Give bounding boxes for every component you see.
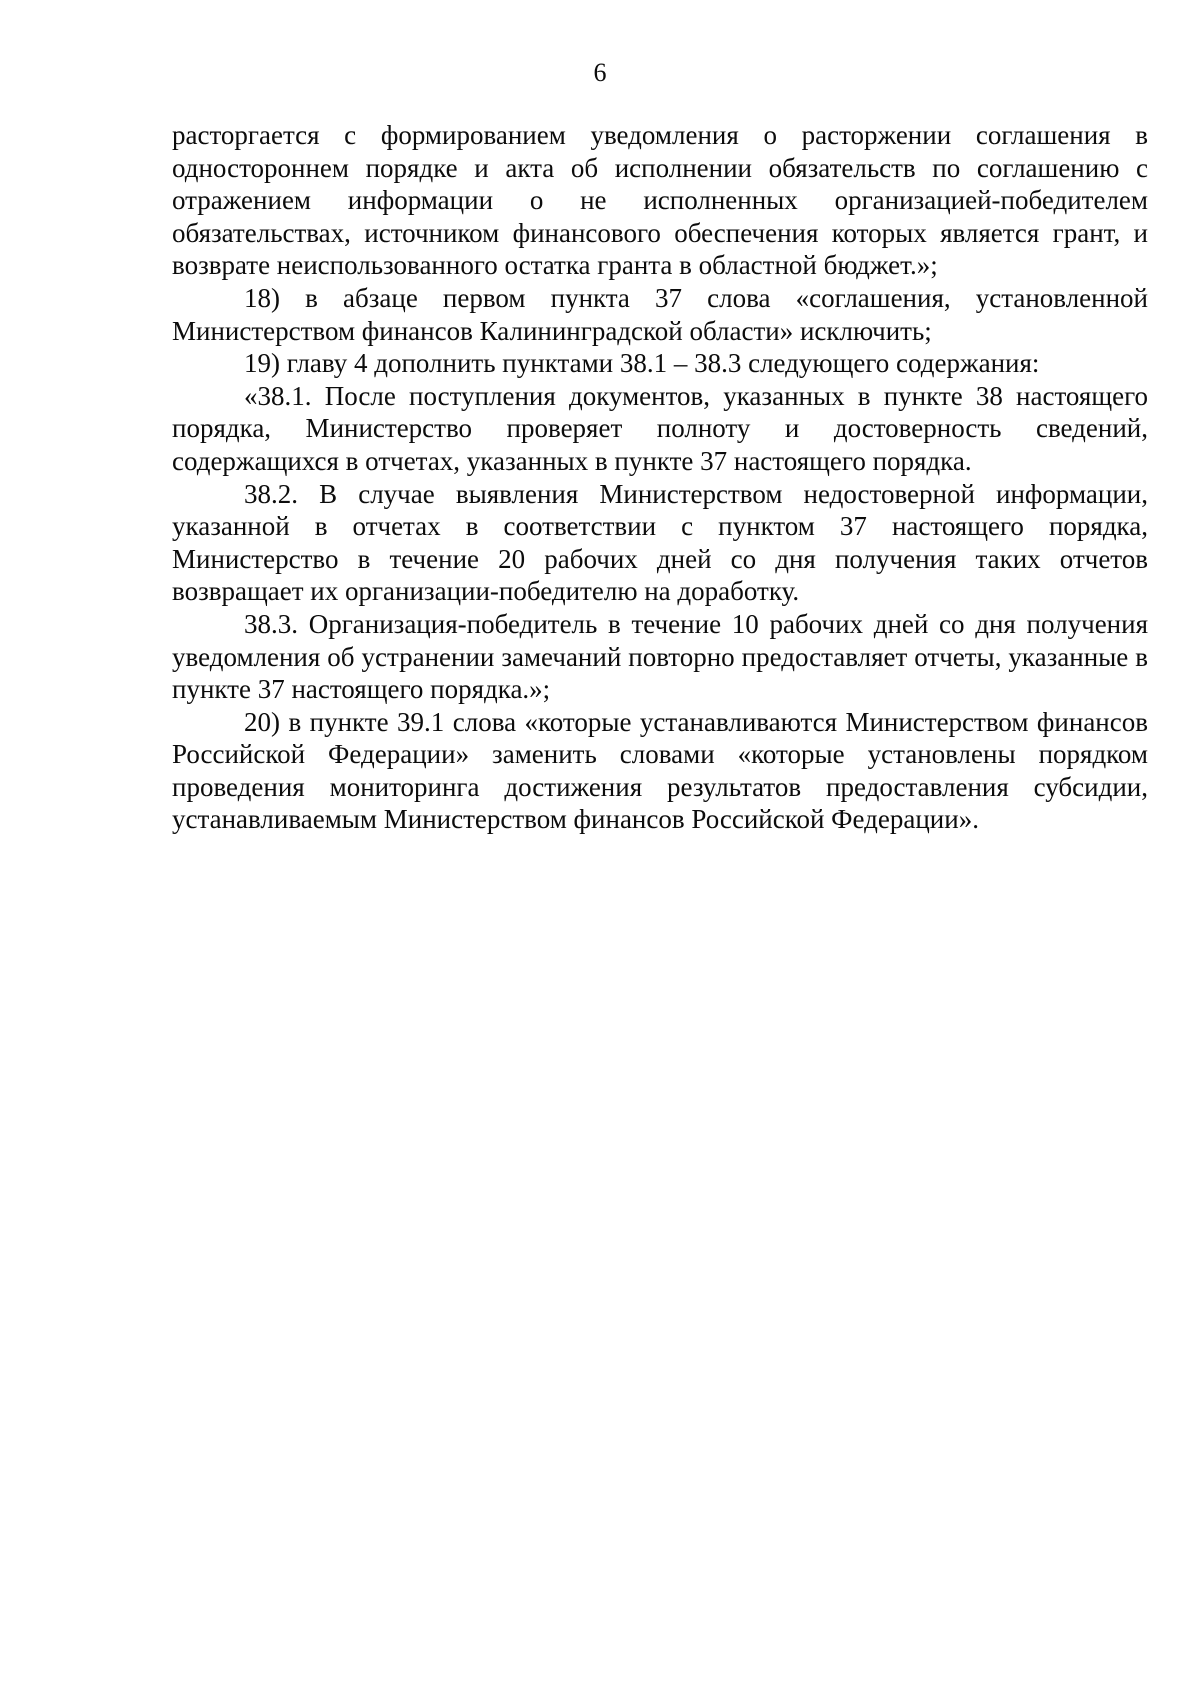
paragraph-item-18: 18) в абзаце первом пункта 37 слова «соглашения, установленной Министерством финансов Калининградской области» исключить; [172, 282, 1148, 346]
paragraph-38-2: 38.2. В случае выявления Министерством недостоверной информации, указанной в отчетах в соответствии с пунктом 37 настоящего порядка, Министерство в течение 20 рабочих дней со дня получения таких отчетов возвращает их организации-победителю на доработку. [172, 478, 1148, 607]
paragraph-continuation: расторгается с формированием уведомления о расторжении соглашения в одностороннем порядке и акта об исполнении обязательств по соглашению с отражением информации о не исполненных организацией-победителем обязательствах, источником финансового обеспечения которых является грант, и возврате неиспользованного остатка гранта в областной бюджет.»; [172, 120, 1148, 281]
paragraph-38-1: «38.1. После поступления документов, указанных в пункте 38 настоящего порядка, Министерство проверяет полноту и достоверность сведений, содержащихся в отчетах, указанных в пункте 37 настоящего порядка. [172, 380, 1148, 476]
paragraph-38-3: 38.3. Организация-победитель в течение 10 рабочих дней со дня получения уведомления об устранении замечаний повторно предоставляет отчеты, указанные в пункте 37 настоящего порядка.»; [172, 608, 1148, 705]
page-number: 6 [593, 58, 607, 87]
paragraph-item-19: 19) главу 4 дополнить пунктами 38.1 – 38.3 следующего содержания: [244, 348, 1040, 379]
paragraph-item-20: 20) в пункте 39.1 слова «которые устанавливаются Министерством финансов Российской Федерации» заменить словами «которые установлены порядком проведения мониторинга достижения результатов предоставления субсидии, устанавливаемым Министерством финансов Российской Федерации». [172, 706, 1148, 835]
document-body [172, 119, 1148, 836]
